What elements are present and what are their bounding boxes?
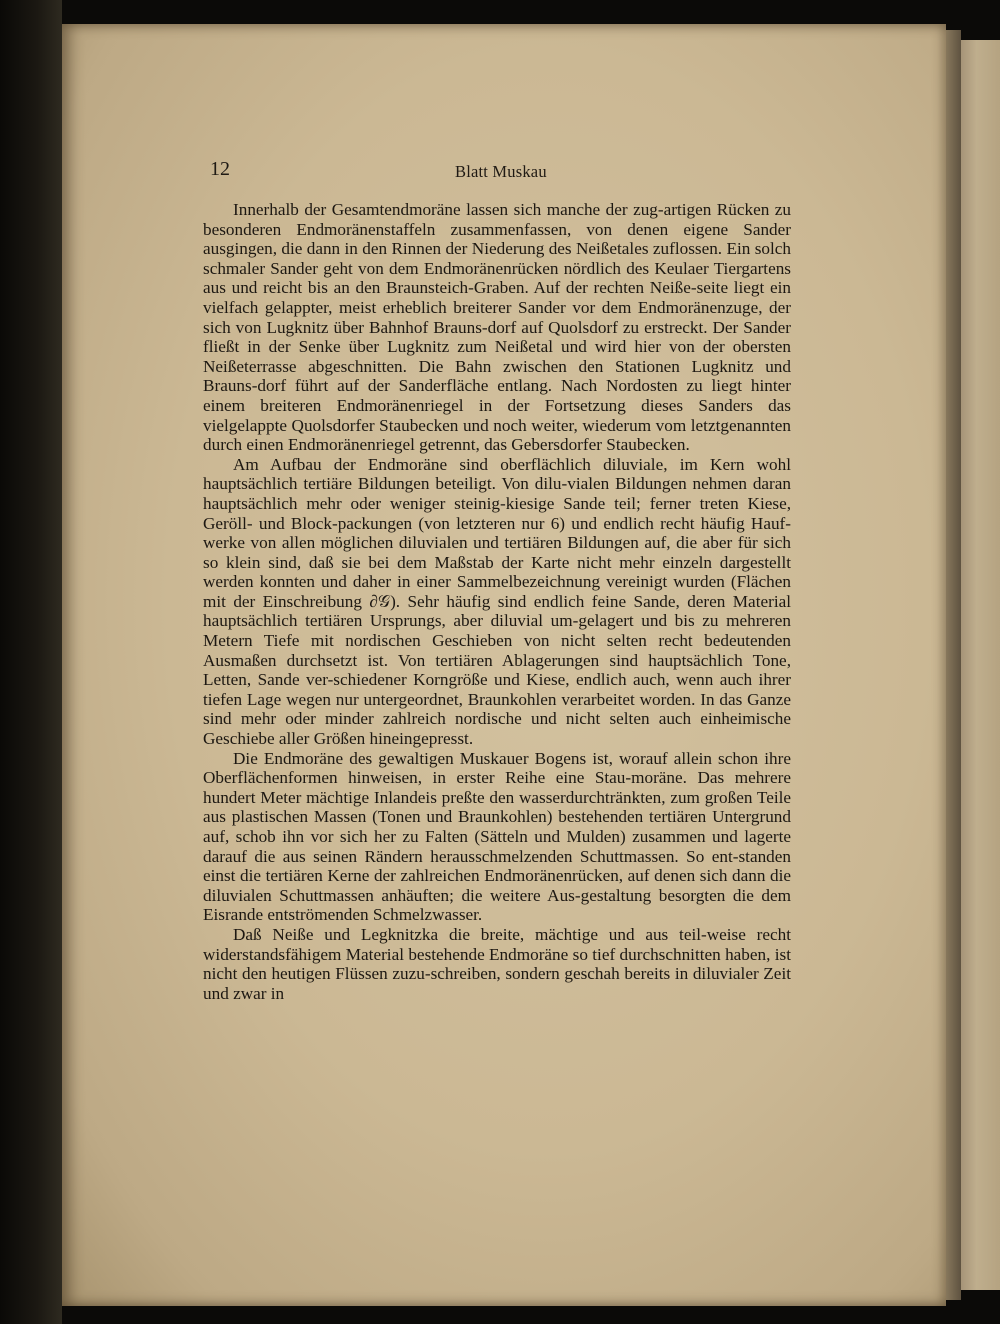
binding-edge [0,0,62,1324]
page-header [210,158,790,188]
paragraph: Daß Neiße und Legknitzka die breite, mächtige und aus teil-weise recht widerstandsfähigem Material bestehende Endmoräne so tief durchschnitten haben, ist nicht den heutigen Flüssen zuzu-schreiben, sondern geschah bereits in diluvialer Zeit und zwar in [203,924,791,1003]
paragraph: Die Endmoräne des gewaltigen Muskauer Bogens ist, worauf allein schon ihre Oberflächenformen hinweisen, in erster Reihe eine Stau-moräne. Das mehrere hundert Meter mächtige Inlandeis preßte den wasserdurchtränkten, zum großen Teile aus plastischen Massen (Tonen und Braunkohlen) bestehenden tertiären Untergrund auf, schob ihn vor sich her zu Falten (Sätteln und Mulden) zusammen und lagerte darauf die aus seinen Rändern herausschmelzenden Schuttmassen. So ent-standen einst die tertiären Kerne der zahlreichen Endmoränenrücken, auf denen sich dann die diluvialen Schuttmassen anhäuften; die weitere Aus-gestaltung besorgten die dem Eisrande entströmenden Schmelzwasser. [203,748,791,925]
running-head: Blatt Muskau [455,162,547,181]
page-fore-edge [945,30,961,1300]
adjacent-page [961,40,1000,1290]
paragraph: Am Aufbau der Endmoräne sind oberflächlich diluviale, im Kern wohl hauptsächlich tertiäre Bildungen beteiligt. Von dilu-vialen Bildungen nehmen daran hauptsächlich mehr oder weniger steinig-kiesige Sande teil; ferner treten Kiese, Geröll- und Block-packungen (von letzteren nur 6) und endlich recht häufig Hauf-werke von allen möglichen diluvialen und tertiären Bildungen auf, die aber für sich so klein sind, daß sie bei dem Maßstab der Karte nicht mehr einzeln dargestellt werden konnten und daher in einer Sammelbezeichnung vereinigt wurden (Flächen mit der Einschreibung ∂𝒢). Sehr häufig sind endlich feine Sande, deren Material hauptsächlich tertiären Ursprungs, aber diluvial um-gelagert und bis zu mehreren Metern Tiefe mit nordischen Geschieben von nicht selten recht bedeutenden Ausmaßen durchsetzt ist. Von tertiären Ablagerungen sind hauptsächlich Tone, Letten, Sande ver-schiedener Korngröße und Kiese, endlich auch, wenn auch ihrer tiefen Lage wegen nur untergeordnet, Braunkohlen verarbeitet worden. In das Ganze sind mehr oder minder zahlreich nordische und nicht selten auch einheimische Geschiebe aller Größen hineingepresst. [203,454,791,749]
paragraph: Innerhalb der Gesamtendmoräne lassen sich manche der zug-artigen Rücken zu besonderen Endmoränenstaffeln zusammenfassen, von denen eigene Sander ausgingen, die dann in den Rinnen der Niederung des Neißetales zuflossen. Ein solch schmaler Sander geht von dem Endmoränenrücken nördlich des Keulaer Tiergartens aus und reicht bis an den Braunsteich-Graben. Auf der rechten Neiße-seite liegt ein vielfach gelappter, meist erheblich breiterer Sander vor dem Endmoränenzuge, der sich von Lugknitz über Bahnhof Brauns-dorf auf Quolsdorf zu erstreckt. Der Sander fließt in der Senke über Lugknitz zum Neißetal und wird hier von der obersten Neißeterrasse abgeschnitten. Die Bahn zwischen den Stationen Lugknitz und Brauns-dorf führt auf der Sanderfläche entlang. Nach Nordosten zu liegt hinter einem breiteren Endmoränenriegel in der Fortsetzung dieses Sanders das vielgelappte Quolsdorfer Staubecken und noch weiter, wiederum vom letztgenannten durch einen Endmoränenriegel getrennt, das Gebersdorfer Staubecken. [203,200,791,455]
page-number: 12 [210,158,230,180]
body-text [203,200,791,1003]
